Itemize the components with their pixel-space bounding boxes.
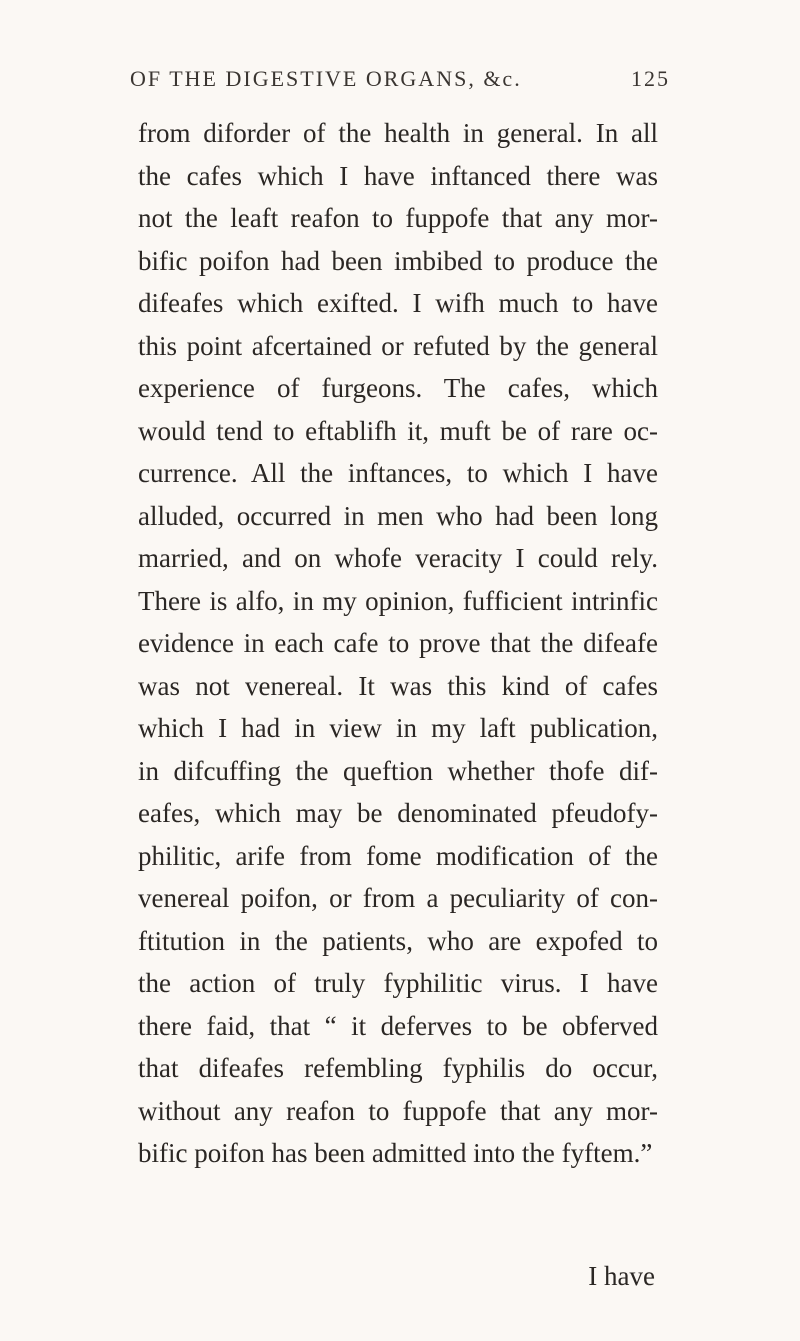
- text-line: not the leaft reafon to fuppofe that any mor-: [138, 203, 658, 233]
- text-line: There is alfo, in my opinion, fufficient intrinfic: [138, 585, 658, 616]
- text-line: would tend to eftablifh it, muft be of rare oc-: [138, 415, 658, 446]
- body-text: [138, 112, 658, 1175]
- text-line: experience of furgeons. The cafes, which: [138, 373, 658, 403]
- text-line: difeafes which exifted. I wifh much to have: [138, 288, 658, 318]
- running-head-title: OF THE DIGESTIVE ORGANS, &c.: [130, 66, 522, 91]
- text-line: which I had in view in my laft publication,: [138, 713, 658, 743]
- text-line: alluded, occurred in men who had been long: [138, 500, 658, 531]
- text-line: evidence in each cafe to prove that the difeafe: [138, 628, 658, 658]
- text-line: venereal poifon, or from a peculiarity of con-: [138, 883, 658, 913]
- text-line: currence. All the inftances, to which I have: [138, 458, 658, 488]
- text-line: married, and on whofe veracity I could rely.: [138, 543, 658, 573]
- text-line: eafes, which may be denominated pfeudofy-: [138, 798, 658, 828]
- text-line: was not venereal. It was this kind of cafes: [138, 670, 658, 701]
- text-line: that difeafes refembling fyphilis do occur,: [138, 1053, 658, 1083]
- catchword: I have: [588, 1261, 655, 1291]
- text-line: this point afcertained or refuted by the general: [138, 330, 658, 361]
- text-line: the cafes which I have inftanced there was: [138, 160, 658, 191]
- page-number: 125: [631, 66, 670, 91]
- running-head: [130, 66, 670, 96]
- text-line: the action of truly fyphilitic virus. I have: [138, 968, 658, 998]
- text-line: bific poifon has been admitted into the fyftem.”: [138, 1138, 653, 1168]
- text-line: ftitution in the patients, who are expofed to: [138, 925, 658, 956]
- text-line: without any reafon to fuppofe that any mor-: [138, 1095, 658, 1126]
- text-line: philitic, arife from fome modification of the: [138, 840, 658, 871]
- text-line: there faid, that “ it deferves to be obferved: [138, 1010, 658, 1041]
- text-line: in difcuffing the queftion whether thofe dif-: [138, 755, 658, 786]
- text-line: bific poifon had been imbibed to produce the: [138, 245, 658, 276]
- text-line: from diforder of the health in general. In all: [138, 118, 658, 148]
